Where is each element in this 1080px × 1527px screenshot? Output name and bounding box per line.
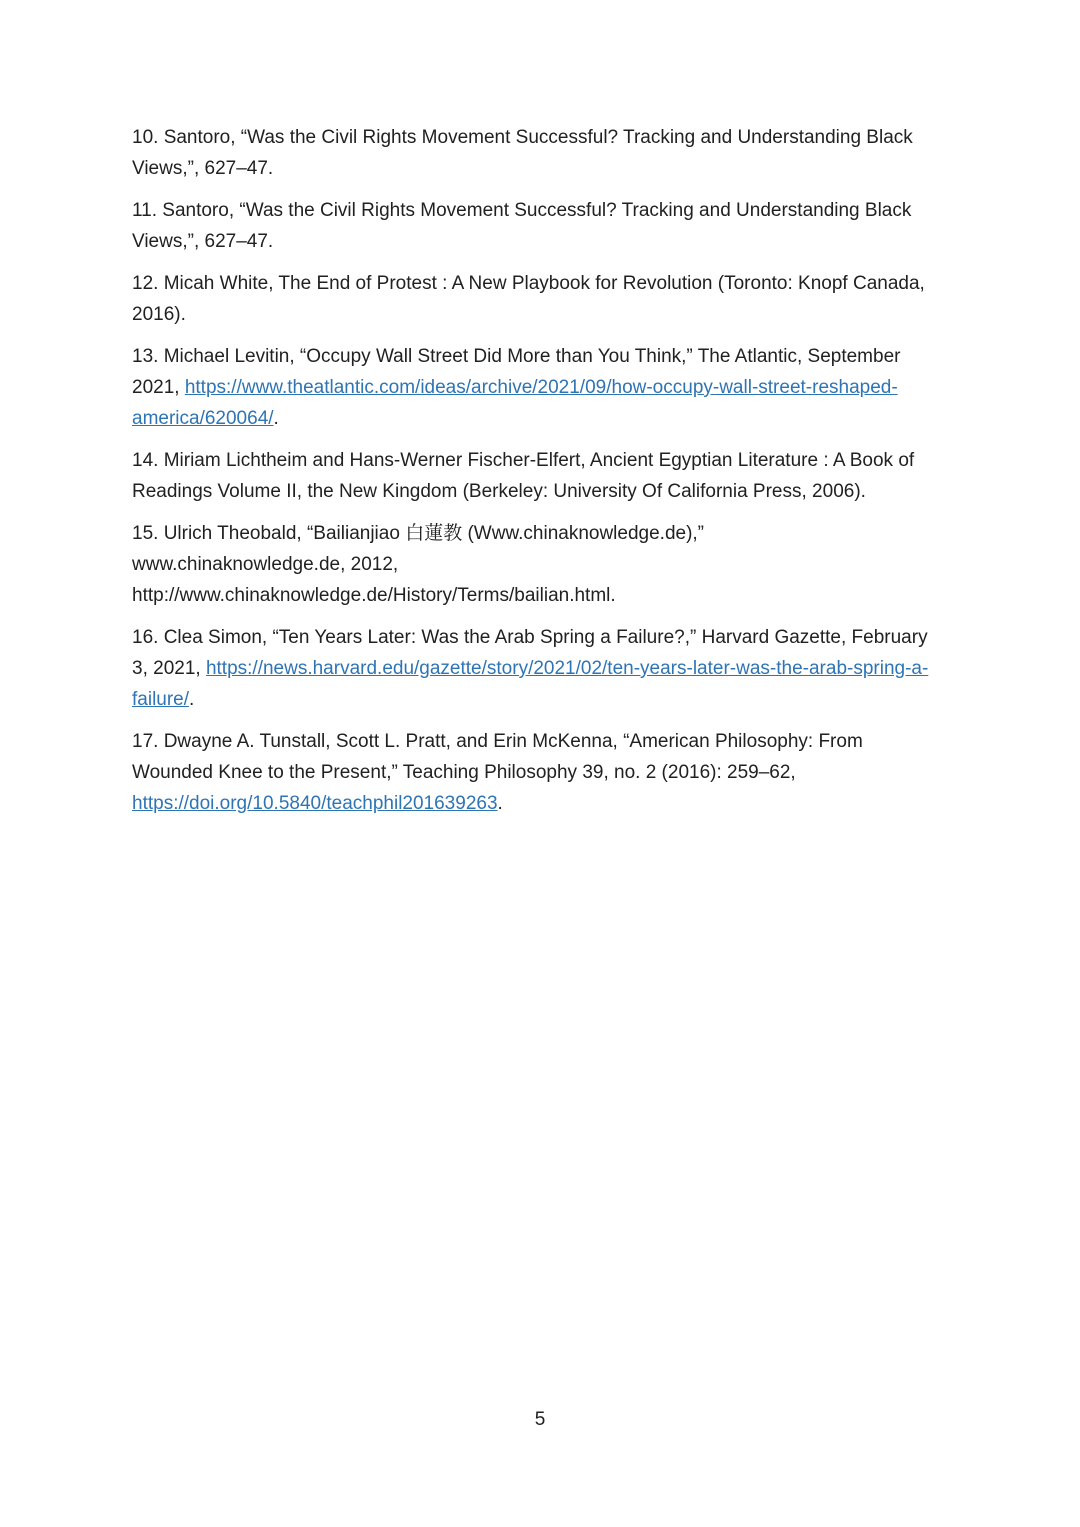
citation-text: www.chinaknowledge.de, 2012, <box>132 554 399 575</box>
citation-text: . <box>189 689 195 710</box>
citation-text: 12. Micah White, The End of Protest : A New Playbook for Revolution (Toronto: Knopf Canada, 2016). <box>132 273 925 325</box>
citation-text: . <box>497 793 503 814</box>
citation-text: http://www.chinaknowledge.de/History/Terms/bailian.html. <box>132 585 616 606</box>
citation-hyperlink[interactable]: https://news.harvard.edu/gazette/story/2021/02/ten-years-later-was-the-arab-spring-a-failure/ <box>132 658 929 710</box>
citation-hyperlink[interactable]: https://doi.org/10.5840/teachphil201639263 <box>132 793 498 814</box>
page-number: 5 <box>534 1409 546 1430</box>
citation-item <box>132 518 947 611</box>
citation-text: 16. Clea Simon, “Ten Years Later: Was the Arab Spring a Failure?,” Harvard Gazette, February 3, 2021, <box>132 627 928 679</box>
citation-item <box>132 122 947 184</box>
citation-item <box>132 445 947 507</box>
citation-item <box>132 195 947 257</box>
citation-text: 10. Santoro, “Was the Civil Rights Movement Successful? Tracking and Understanding Black Views,”, 627–47. <box>132 127 913 179</box>
citation-text: 14. Miriam Lichtheim and Hans-Werner Fischer-Elfert, Ancient Egyptian Literature : A Book of Readings Volume II, the New Kingdom (Berkeley: University Of California Press, 2006). <box>132 450 915 502</box>
citation-text: 15. Ulrich Theobald, “Bailianjiao 白蓮教 (Www.chinaknowledge.de),” <box>132 523 705 544</box>
citation-text: 11. Santoro, “Was the Civil Rights Movement Successful? Tracking and Understanding Black Views,”, 627–47. <box>132 200 912 252</box>
citation-text: 17. Dwayne A. Tunstall, Scott L. Pratt, and Erin McKenna, “American Philosophy: From Wounded Knee to the Present,” Teaching Philosophy 39, no. 2 (2016): 259–62, <box>132 731 863 783</box>
citation-item <box>132 341 947 434</box>
citation-text: 13. Michael Levitin, “Occupy Wall Street Did More than You Think,” The Atlantic, September 2021, <box>132 346 901 398</box>
citation-text: . <box>273 408 279 429</box>
citations-list <box>132 122 947 830</box>
citation-item <box>132 622 947 715</box>
citation-item <box>132 268 947 330</box>
citation-item <box>132 726 947 819</box>
citation-hyperlink[interactable]: https://www.theatlantic.com/ideas/archive/2021/09/how-occupy-wall-street-reshaped-america/620064/ <box>132 377 898 429</box>
